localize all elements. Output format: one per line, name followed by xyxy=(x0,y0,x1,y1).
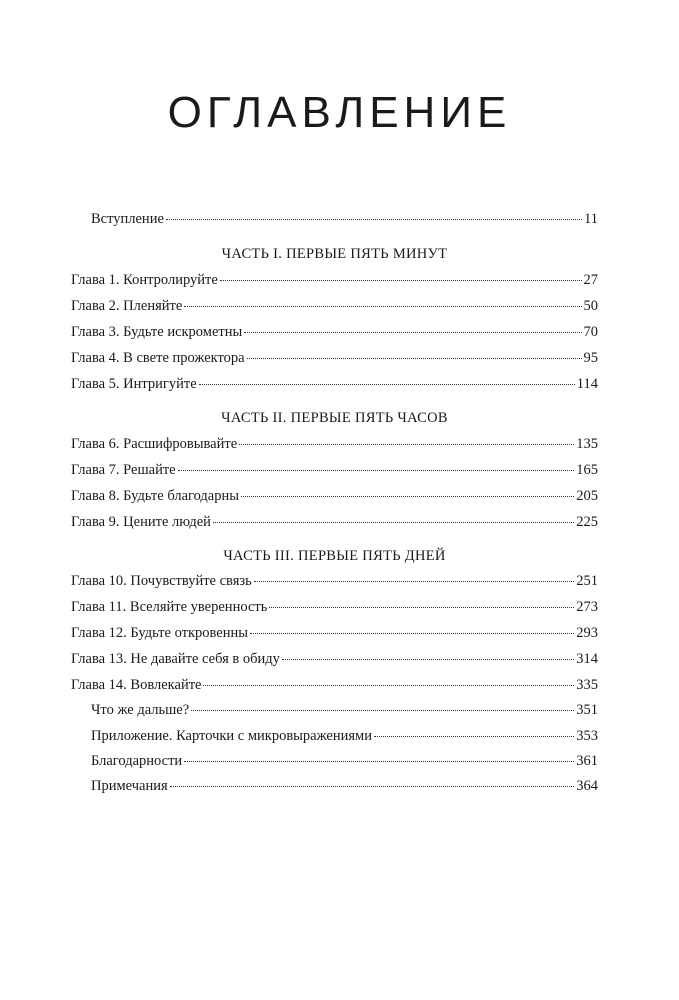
toc-entry-page: 225 xyxy=(576,514,598,530)
toc-entry-label: Примечания xyxy=(91,778,168,794)
toc-entry-chapter-1[interactable] xyxy=(71,271,598,289)
toc-entry-chapter-9[interactable] xyxy=(71,513,598,531)
toc-entry-label: Глава 9. Цените людей xyxy=(71,514,211,530)
part-heading-1: ЧАСТЬ I. ПЕРВЫЕ ПЯТЬ МИНУТ xyxy=(221,246,448,262)
dot-leader xyxy=(220,280,582,281)
toc-entry-intro[interactable] xyxy=(91,210,598,228)
dot-leader xyxy=(166,219,582,220)
toc-entry-appendix[interactable] xyxy=(91,727,598,745)
toc-entry-page: 11 xyxy=(584,211,598,227)
toc-entry-chapter-14[interactable] xyxy=(71,676,598,694)
toc-entry-label: Глава 12. Будьте откровенны xyxy=(71,625,248,641)
toc-entry-label: Глава 10. Почувствуйте связь xyxy=(71,573,252,589)
page-title: ОГЛАВЛЕНИЕ xyxy=(167,88,512,137)
toc-entry-page: 95 xyxy=(583,350,598,366)
toc-entry-chapter-4[interactable] xyxy=(71,349,598,367)
toc-entry-label: Глава 5. Интригуйте xyxy=(71,376,197,392)
toc-entry-page: 364 xyxy=(576,778,598,794)
toc-entry-acknowledgements[interactable] xyxy=(91,752,598,770)
dot-leader xyxy=(191,710,574,711)
toc-entry-page: 114 xyxy=(576,376,598,392)
toc-entry-chapter-5[interactable] xyxy=(71,375,598,393)
toc-entry-page: 314 xyxy=(576,651,598,667)
toc-entry-page: 351 xyxy=(576,702,598,718)
toc-entry-page: 335 xyxy=(576,677,598,693)
toc-entry-label: Приложение. Карточки с микровыражениями xyxy=(91,728,372,744)
toc-entry-page: 135 xyxy=(576,436,598,452)
toc-entry-label: Глава 6. Расшифровывайте xyxy=(71,436,238,452)
toc-entry-page: 273 xyxy=(576,599,598,615)
dot-leader xyxy=(282,659,574,660)
dot-leader xyxy=(184,761,574,762)
toc-entry-page: 293 xyxy=(576,625,598,641)
dot-leader xyxy=(254,581,575,582)
toc-entry-label: Глава 3. Будьте искрометны xyxy=(71,324,243,340)
toc-entry-label: Глава 14. Вовлекайте xyxy=(71,677,202,693)
toc-entry-label: Глава 2. Пленяйте xyxy=(71,298,183,314)
dot-leader xyxy=(244,332,581,333)
dot-leader xyxy=(247,358,582,359)
toc-entry-page: 353 xyxy=(576,728,598,744)
toc-entry-chapter-6[interactable] xyxy=(71,435,598,453)
dot-leader xyxy=(250,633,574,634)
toc-entry-label: Вступление xyxy=(91,211,164,227)
dot-leader xyxy=(239,444,574,445)
dot-leader xyxy=(178,470,575,471)
toc-entry-page: 251 xyxy=(576,573,598,589)
toc-entry-label: Глава 8. Будьте благодарны xyxy=(71,488,239,504)
toc-entry-page: 27 xyxy=(583,272,598,288)
toc-entry-chapter-3[interactable] xyxy=(71,323,598,341)
toc-entry-label: Что же дальше? xyxy=(91,702,190,718)
part-heading-3: ЧАСТЬ III. ПЕРВЫЕ ПЯТЬ ДНЕЙ xyxy=(223,548,446,564)
toc-entry-page: 50 xyxy=(583,298,598,314)
toc-entry-label: Глава 7. Решайте xyxy=(71,462,176,478)
toc-entry-notes[interactable] xyxy=(91,777,598,795)
toc-entry-page: 70 xyxy=(583,324,598,340)
dot-leader xyxy=(269,607,574,608)
toc-entry-label: Глава 4. В свете прожектора xyxy=(71,350,245,366)
toc-entry-chapter-2[interactable] xyxy=(71,297,598,315)
toc-entry-label: Глава 11. Вселяйте уверенность xyxy=(71,599,268,615)
dot-leader xyxy=(374,736,574,737)
toc-entry-chapter-8[interactable] xyxy=(71,487,598,505)
toc-entry-page: 165 xyxy=(576,462,598,478)
dot-leader xyxy=(213,522,574,523)
toc-entry-page: 205 xyxy=(576,488,598,504)
toc-entry-chapter-11[interactable] xyxy=(71,598,598,616)
toc-entry-chapter-10[interactable] xyxy=(71,572,598,590)
toc-entry-label: Благодарности xyxy=(91,753,183,769)
toc-entry-label: Глава 1. Контролируйте xyxy=(71,272,218,288)
dot-leader xyxy=(241,496,574,497)
dot-leader xyxy=(203,685,574,686)
part-heading-2: ЧАСТЬ II. ПЕРВЫЕ ПЯТЬ ЧАСОВ xyxy=(221,410,448,426)
toc-entry-whats-next[interactable] xyxy=(91,701,598,719)
toc-entry-chapter-12[interactable] xyxy=(71,624,598,642)
toc-entry-chapter-13[interactable] xyxy=(71,650,598,668)
dot-leader xyxy=(170,786,575,787)
toc-entry-label: Глава 13. Не давайте себя в обиду xyxy=(71,651,280,667)
toc-entry-chapter-7[interactable] xyxy=(71,461,598,479)
dot-leader xyxy=(184,306,581,307)
toc-entry-page: 361 xyxy=(576,753,598,769)
dot-leader xyxy=(199,384,575,385)
